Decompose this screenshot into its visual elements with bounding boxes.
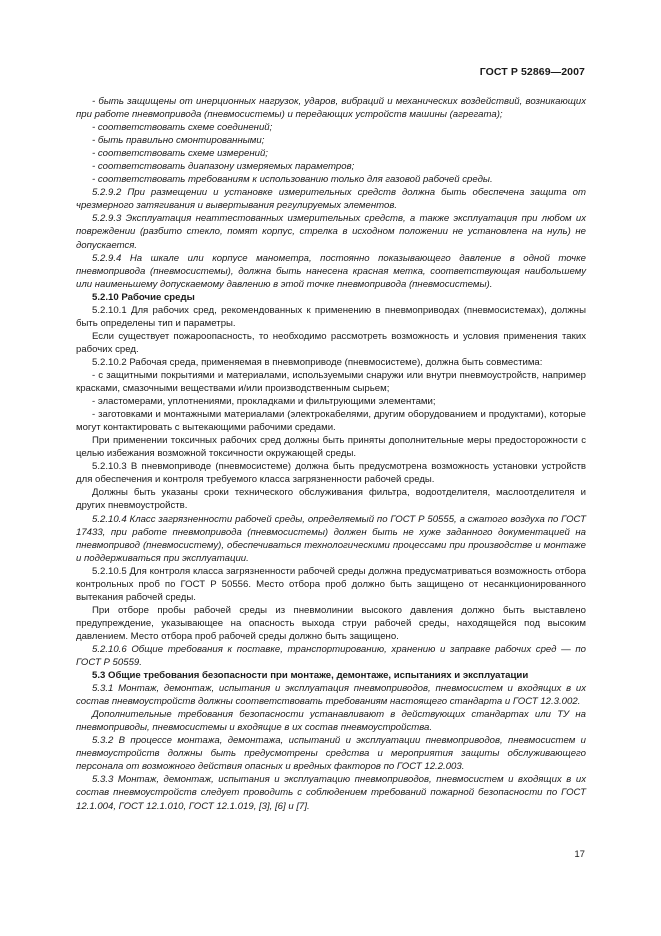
paragraph: - заготовками и монтажными материалами (электрокабелями, другим оборудованием и продуктами), которые могут контактировать с вытекающими рабочими средами. <box>76 409 586 434</box>
paragraph: 5.2.10.1 Для рабочих сред, рекомендованных к применению в пневмоприводах (пневмосистемах), должны быть определены тип и параметры. <box>76 304 586 329</box>
paragraph: Дополнительные требования безопасности устанавливают в действующих стандартах или ТУ на пневмоприводы, пневмосистемы и входящие в их состав пневмоустройства. <box>76 709 586 734</box>
paragraph: 5.3.3 Монтаж, демонтаж, испытания и эксплуатацию пневмоприводов, пневмосистем и входящих в их состав пневмоустройств следует проводить с соблюдением требований пожарной безопасности по ГОСТ 12.1.004, ГОСТ 12.1.010, ГОСТ 12.1.019, [3], [6] и [7]. <box>76 774 586 812</box>
paragraph: 5.2.9.3 Эксплуатация неаттестованных измерительных средств, а также эксплуатация при любом их повреждении (разбито стекло, помят корпус, стрелка в исходном положении не установлена на нуль) не допускается. <box>76 213 586 251</box>
paragraph: 5.2.10.4 Класс загрязненности рабочей среды, определяемый по ГОСТ Р 50555, а сжатого воздуха по ГОСТ 17433, при работе пневмопривода (пневмосистемы) должен быть не хуже заданного документацией на пневмопривод (пневмосистему), обеспечиваться технологическими процессами при производстве и монтаже и поддерживаться при эксплуатации. <box>76 513 586 564</box>
paragraph: 5.2.9.2 При размещении и установке измерительных средств должна быть обеспечена защита от чрезмерного затягивания и вывертывания регулируемых элементов. <box>76 187 586 212</box>
paragraph: - соответствовать схеме соединений; <box>92 122 273 134</box>
paragraph: - соответствовать схеме измерений; <box>92 148 268 160</box>
document-body <box>76 95 586 813</box>
paragraph: 5.3.2 В процессе монтажа, демонтажа, испытаний и эксплуатации пневмоприводов, пневмосистем и пневмоустройств должны быть предусмотрены средства и мероприятия защиты обслуживающего персонала от возможного действия опасных и вредных факторов по ГОСТ 12.2.003. <box>76 735 586 773</box>
paragraph: При применении токсичных рабочих сред должны быть приняты дополнительные меры предосторожности с целью избежания возможной токсичности окружающей среды. <box>76 435 586 460</box>
paragraph: - быть защищены от инерционных нагрузок, ударов, вибраций и механических воздействий, возникающих при работе пневмопривода (пневмосистемы) и передающих устройств машины (агрегата); <box>76 96 586 121</box>
paragraph: Если существует пожароопасность, то необходимо рассмотреть возможность и условия применения таких рабочих сред. <box>76 330 586 355</box>
section-heading: 5.3 Общие требования безопасности при монтаже, демонтаже, испытаниях и эксплуатации <box>92 670 529 682</box>
page-number: 17 <box>574 849 585 860</box>
paragraph: 5.2.10.5 Для контроля класса загрязненности рабочей среды должна предусматриваться возможность отбора контрольных проб по ГОСТ Р 50556. Место отбора проб должно быть защищено от несанкционированного вытекания рабочей среды. <box>76 565 586 603</box>
paragraph: 5.2.10.2 Рабочая среда, применяемая в пневмоприводе (пневмосистеме), должна быть совместима: <box>92 356 543 368</box>
paragraph: Должны быть указаны сроки технического обслуживания фильтра, водоотделителя, маслоотделителя и других пневмоустройств. <box>76 487 586 512</box>
paragraph: При отборе пробы рабочей среды из пневмолинии высокого давления должно быть выставлено предупреждение, указывающее на опасность выхода струи рабочей среды, находящейся под высоким давлением. Место отбора проб рабочей среды должно быть защищено. <box>76 604 586 642</box>
paragraph: 5.2.10.6 Общие требования к поставке, транспортированию, хранению и заправке рабочих сред — по ГОСТ Р 50559. <box>76 643 586 669</box>
paragraph: 5.3.1 Монтаж, демонтаж, испытания и эксплуатация пневмоприводов, пневмосистем и входящих в их состав пневмоустройств должны соответствовать требованиям настоящего стандарта и ГОСТ 12.3.002. <box>76 683 586 708</box>
paragraph: 5.2.9.4 На шкале или корпусе манометра, постоянно показывающего давление в одной точке пневмопривода (пневмосистемы), должна быть нанесена красная метка, соответствующая наибольшему или наименьшему допускаемому давлению в этой точке пневмопривода (пневмосистемы). <box>76 252 586 290</box>
section-heading: 5.2.10 Рабочие среды <box>92 291 195 303</box>
paragraph: - эластомерами, уплотнениями, прокладками и фильтрующими элементами; <box>92 396 436 408</box>
document-header: ГОСТ Р 52869—2007 <box>479 66 585 78</box>
paragraph: 5.2.10.3 В пневмоприводе (пневмосистеме) должна быть предусмотрена возможность установки устройств для обеспечения и контроля требуемого класса загрязненности рабочей среды. <box>76 461 586 486</box>
paragraph: - соответствовать требованиям к использованию только для газовой рабочей среды. <box>92 174 493 186</box>
paragraph: - с защитными покрытиями и материалами, используемыми снаружи или внутри пневмоустройств, например красками, смазочными веществами и/или производственным сырьем; <box>76 369 586 395</box>
paragraph: - соответствовать диапазону измеряемых параметров; <box>92 161 355 173</box>
paragraph: - быть правильно смонтированными; <box>92 135 265 147</box>
